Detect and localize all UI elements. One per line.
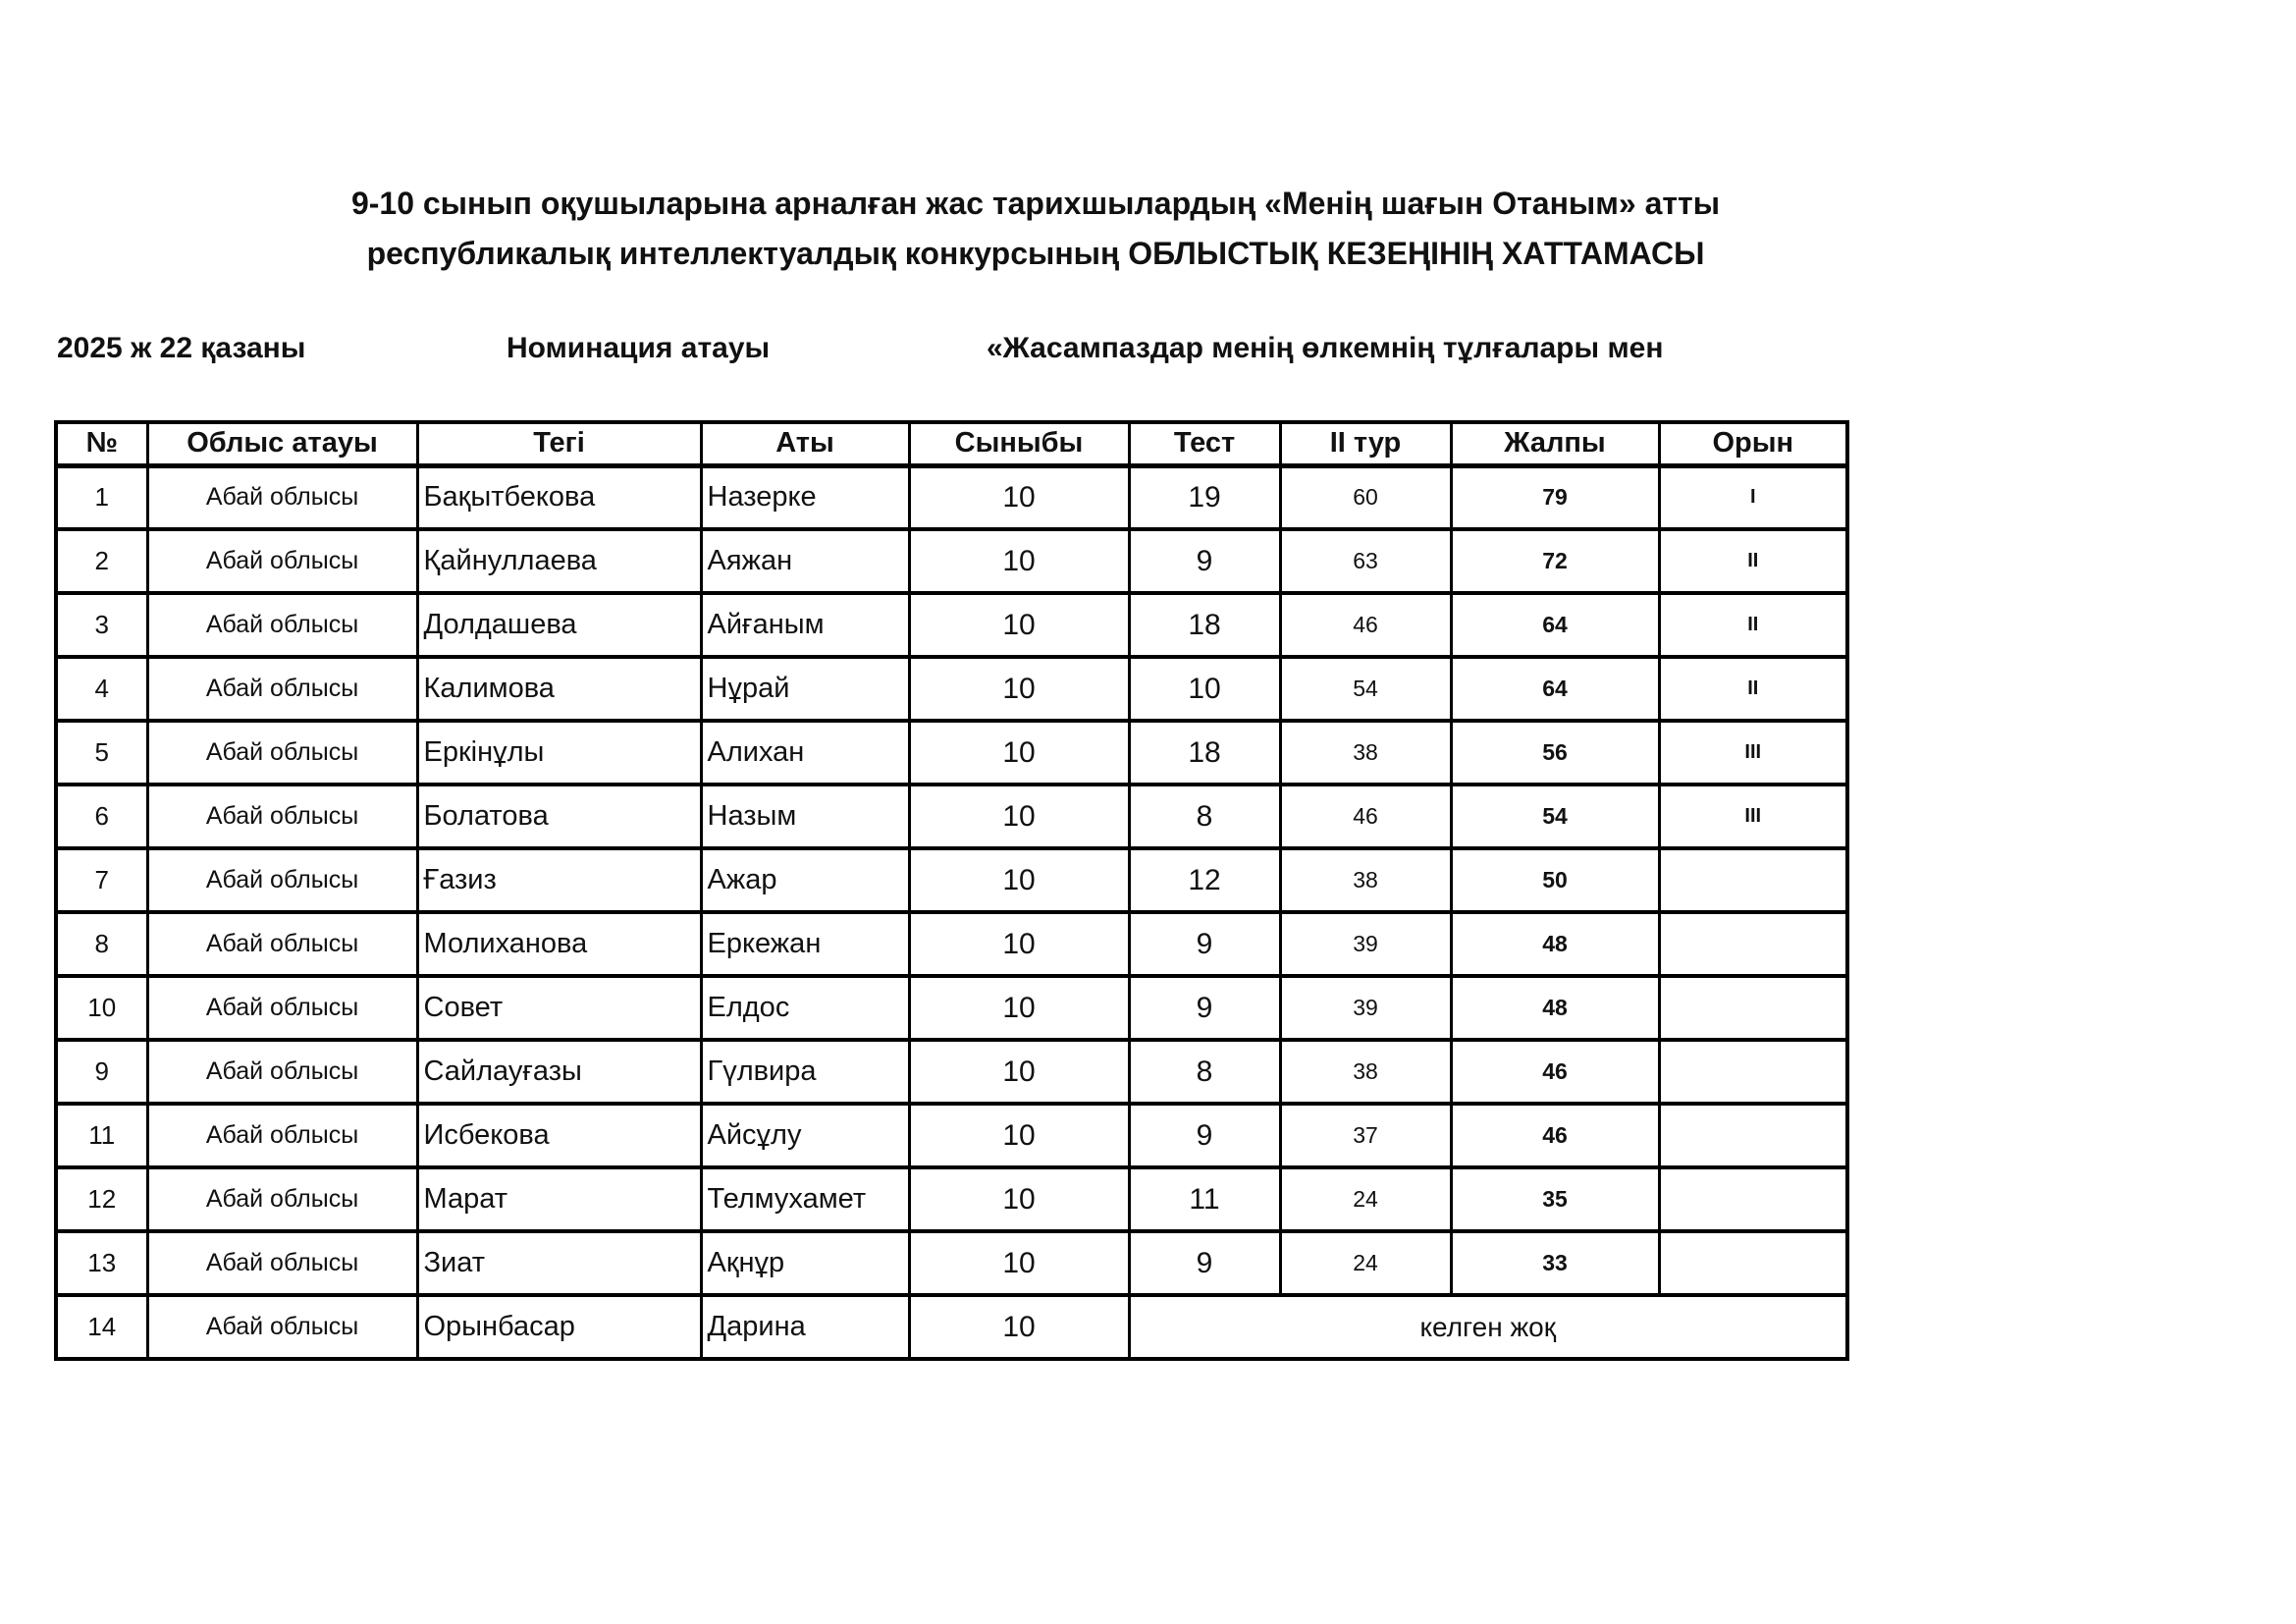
cell-tour2: 24	[1280, 1167, 1451, 1231]
cell-place	[1659, 1167, 1847, 1231]
table-row	[56, 593, 1847, 657]
header-name: Аты	[701, 422, 909, 465]
cell-test: 11	[1129, 1167, 1280, 1231]
cell-surname: Қайнуллаева	[417, 529, 701, 593]
cell-region: Абай облысы	[147, 976, 417, 1040]
cell-region: Абай облысы	[147, 848, 417, 912]
cell-name: Ақнұр	[701, 1231, 909, 1295]
cell-place: II	[1659, 529, 1847, 593]
cell-total: 64	[1451, 593, 1659, 657]
cell-name: Назым	[701, 785, 909, 848]
cell-region: Абай облысы	[147, 912, 417, 976]
cell-total: 54	[1451, 785, 1659, 848]
cell-region: Абай облысы	[147, 1167, 417, 1231]
cell-no: 8	[56, 912, 147, 976]
cell-name: Дарина	[701, 1295, 909, 1359]
cell-no: 13	[56, 1231, 147, 1295]
results-table	[54, 420, 1849, 1361]
cell-grade: 10	[909, 721, 1129, 785]
cell-name: Телмухамет	[701, 1167, 909, 1231]
cell-total: 46	[1451, 1104, 1659, 1167]
cell-total: 48	[1451, 912, 1659, 976]
cell-no: 4	[56, 657, 147, 721]
cell-tour2: 39	[1280, 976, 1451, 1040]
cell-surname: Ғазиз	[417, 848, 701, 912]
cell-name: Алихан	[701, 721, 909, 785]
cell-place	[1659, 1231, 1847, 1295]
cell-region: Абай облысы	[147, 529, 417, 593]
cell-surname: Совет	[417, 976, 701, 1040]
cell-tour2: 60	[1280, 465, 1451, 529]
cell-surname: Марат	[417, 1167, 701, 1231]
cell-place: III	[1659, 721, 1847, 785]
cell-total: 79	[1451, 465, 1659, 529]
cell-tour2: 63	[1280, 529, 1451, 593]
cell-grade: 10	[909, 848, 1129, 912]
cell-name: Ажар	[701, 848, 909, 912]
cell-total: 46	[1451, 1040, 1659, 1104]
cell-total: 48	[1451, 976, 1659, 1040]
cell-grade: 10	[909, 912, 1129, 976]
cell-region: Абай облысы	[147, 1040, 417, 1104]
header-surname: Тегі	[417, 422, 701, 465]
header-total: Жалпы	[1451, 422, 1659, 465]
cell-surname: Болатова	[417, 785, 701, 848]
document-title	[54, 179, 2017, 279]
cell-test: 9	[1129, 1231, 1280, 1295]
table-row	[56, 1231, 1847, 1295]
cell-tour2: 46	[1280, 785, 1451, 848]
cell-no: 14	[56, 1295, 147, 1359]
cell-grade: 10	[909, 529, 1129, 593]
cell-place	[1659, 1040, 1847, 1104]
cell-place	[1659, 976, 1847, 1040]
cell-test: 18	[1129, 721, 1280, 785]
cell-total: 72	[1451, 529, 1659, 593]
table-row	[56, 976, 1847, 1040]
cell-grade: 10	[909, 1040, 1129, 1104]
cell-region: Абай облысы	[147, 1104, 417, 1167]
header-test: Тест	[1129, 422, 1280, 465]
cell-name: Назерке	[701, 465, 909, 529]
table-row	[56, 912, 1847, 976]
cell-test: 12	[1129, 848, 1280, 912]
cell-place	[1659, 848, 1847, 912]
results-table-body	[56, 465, 1847, 1359]
table-row	[56, 1040, 1847, 1104]
cell-grade: 10	[909, 465, 1129, 529]
cell-name: Аяжан	[701, 529, 909, 593]
cell-tour2: 38	[1280, 721, 1451, 785]
cell-no: 5	[56, 721, 147, 785]
cell-region: Абай облысы	[147, 1231, 417, 1295]
table-row	[56, 465, 1847, 529]
cell-region: Абай облысы	[147, 785, 417, 848]
header-grade: Сыныбы	[909, 422, 1129, 465]
cell-tour2: 54	[1280, 657, 1451, 721]
cell-tour2: 24	[1280, 1231, 1451, 1295]
cell-surname: Орынбасар	[417, 1295, 701, 1359]
cell-place	[1659, 1104, 1847, 1167]
table-row	[56, 785, 1847, 848]
document-title-line1: 9-10 сынып оқушыларына арналған жас тарихшылардың «Менің шағын Отаным» атты	[350, 186, 1721, 221]
cell-no: 7	[56, 848, 147, 912]
header-row	[56, 422, 1847, 465]
table-row	[56, 657, 1847, 721]
cell-region: Абай облысы	[147, 1295, 417, 1359]
table-row	[56, 1167, 1847, 1231]
cell-grade: 10	[909, 785, 1129, 848]
table-row	[56, 721, 1847, 785]
cell-place	[1659, 912, 1847, 976]
cell-tour2: 38	[1280, 848, 1451, 912]
cell-surname: Сайлауғазы	[417, 1040, 701, 1104]
nomination-label: Номинация атауы	[507, 332, 771, 364]
cell-test: 8	[1129, 785, 1280, 848]
table-row	[56, 1104, 1847, 1167]
cell-region: Абай облысы	[147, 593, 417, 657]
cell-name: Айғаным	[701, 593, 909, 657]
cell-place: I	[1659, 465, 1847, 529]
cell-grade: 10	[909, 1167, 1129, 1231]
cell-test: 9	[1129, 1104, 1280, 1167]
cell-total: 50	[1451, 848, 1659, 912]
table-row	[56, 1295, 1847, 1359]
cell-region: Абай облысы	[147, 721, 417, 785]
cell-grade: 10	[909, 657, 1129, 721]
cell-test: 9	[1129, 912, 1280, 976]
cell-name: Еркежан	[701, 912, 909, 976]
cell-no: 6	[56, 785, 147, 848]
cell-no: 2	[56, 529, 147, 593]
document-title-line2: республикалық интеллектуалдық конкурсының ОБЛЫСТЫҚ КЕЗЕҢІНІҢ ХАТТАМАСЫ	[366, 236, 1705, 271]
cell-absent: келген жоқ	[1129, 1295, 1847, 1359]
cell-place: III	[1659, 785, 1847, 848]
header-region: Облыс атауы	[147, 422, 417, 465]
event-date: 2025 ж 22 қазаны	[57, 332, 306, 364]
cell-total: 56	[1451, 721, 1659, 785]
results-table-header	[56, 422, 1847, 465]
cell-grade: 10	[909, 1295, 1129, 1359]
cell-region: Абай облысы	[147, 657, 417, 721]
cell-total: 33	[1451, 1231, 1659, 1295]
cell-no: 11	[56, 1104, 147, 1167]
cell-total: 64	[1451, 657, 1659, 721]
cell-surname: Исбекова	[417, 1104, 701, 1167]
cell-grade: 10	[909, 1104, 1129, 1167]
cell-test: 9	[1129, 976, 1280, 1040]
cell-no: 12	[56, 1167, 147, 1231]
cell-name: Елдос	[701, 976, 909, 1040]
header-no: №	[56, 422, 147, 465]
cell-name: Айсұлу	[701, 1104, 909, 1167]
cell-name: Гүлвира	[701, 1040, 909, 1104]
cell-tour2: 39	[1280, 912, 1451, 976]
cell-test: 18	[1129, 593, 1280, 657]
table-row	[56, 848, 1847, 912]
cell-no: 3	[56, 593, 147, 657]
cell-grade: 10	[909, 1231, 1129, 1295]
cell-grade: 10	[909, 593, 1129, 657]
cell-name: Нұрай	[701, 657, 909, 721]
nomination-value: «Жасампаздар менің өлкемнің тұлғалары мен	[987, 332, 1664, 364]
cell-test: 8	[1129, 1040, 1280, 1104]
cell-surname: Бақытбекова	[417, 465, 701, 529]
header-tour2: II тур	[1280, 422, 1451, 465]
header-place: Орын	[1659, 422, 1847, 465]
cell-tour2: 46	[1280, 593, 1451, 657]
meta-line	[0, 327, 2296, 370]
cell-tour2: 38	[1280, 1040, 1451, 1104]
cell-surname: Калимова	[417, 657, 701, 721]
cell-region: Абай облысы	[147, 465, 417, 529]
cell-grade: 10	[909, 976, 1129, 1040]
cell-surname: Зиат	[417, 1231, 701, 1295]
cell-test: 10	[1129, 657, 1280, 721]
cell-surname: Долдашева	[417, 593, 701, 657]
cell-no: 1	[56, 465, 147, 529]
cell-place: II	[1659, 593, 1847, 657]
cell-surname: Еркінұлы	[417, 721, 701, 785]
cell-place: II	[1659, 657, 1847, 721]
cell-no: 10	[56, 976, 147, 1040]
cell-tour2: 37	[1280, 1104, 1451, 1167]
cell-test: 19	[1129, 465, 1280, 529]
cell-test: 9	[1129, 529, 1280, 593]
cell-surname: Молиханова	[417, 912, 701, 976]
cell-no: 9	[56, 1040, 147, 1104]
cell-total: 35	[1451, 1167, 1659, 1231]
table-row	[56, 529, 1847, 593]
